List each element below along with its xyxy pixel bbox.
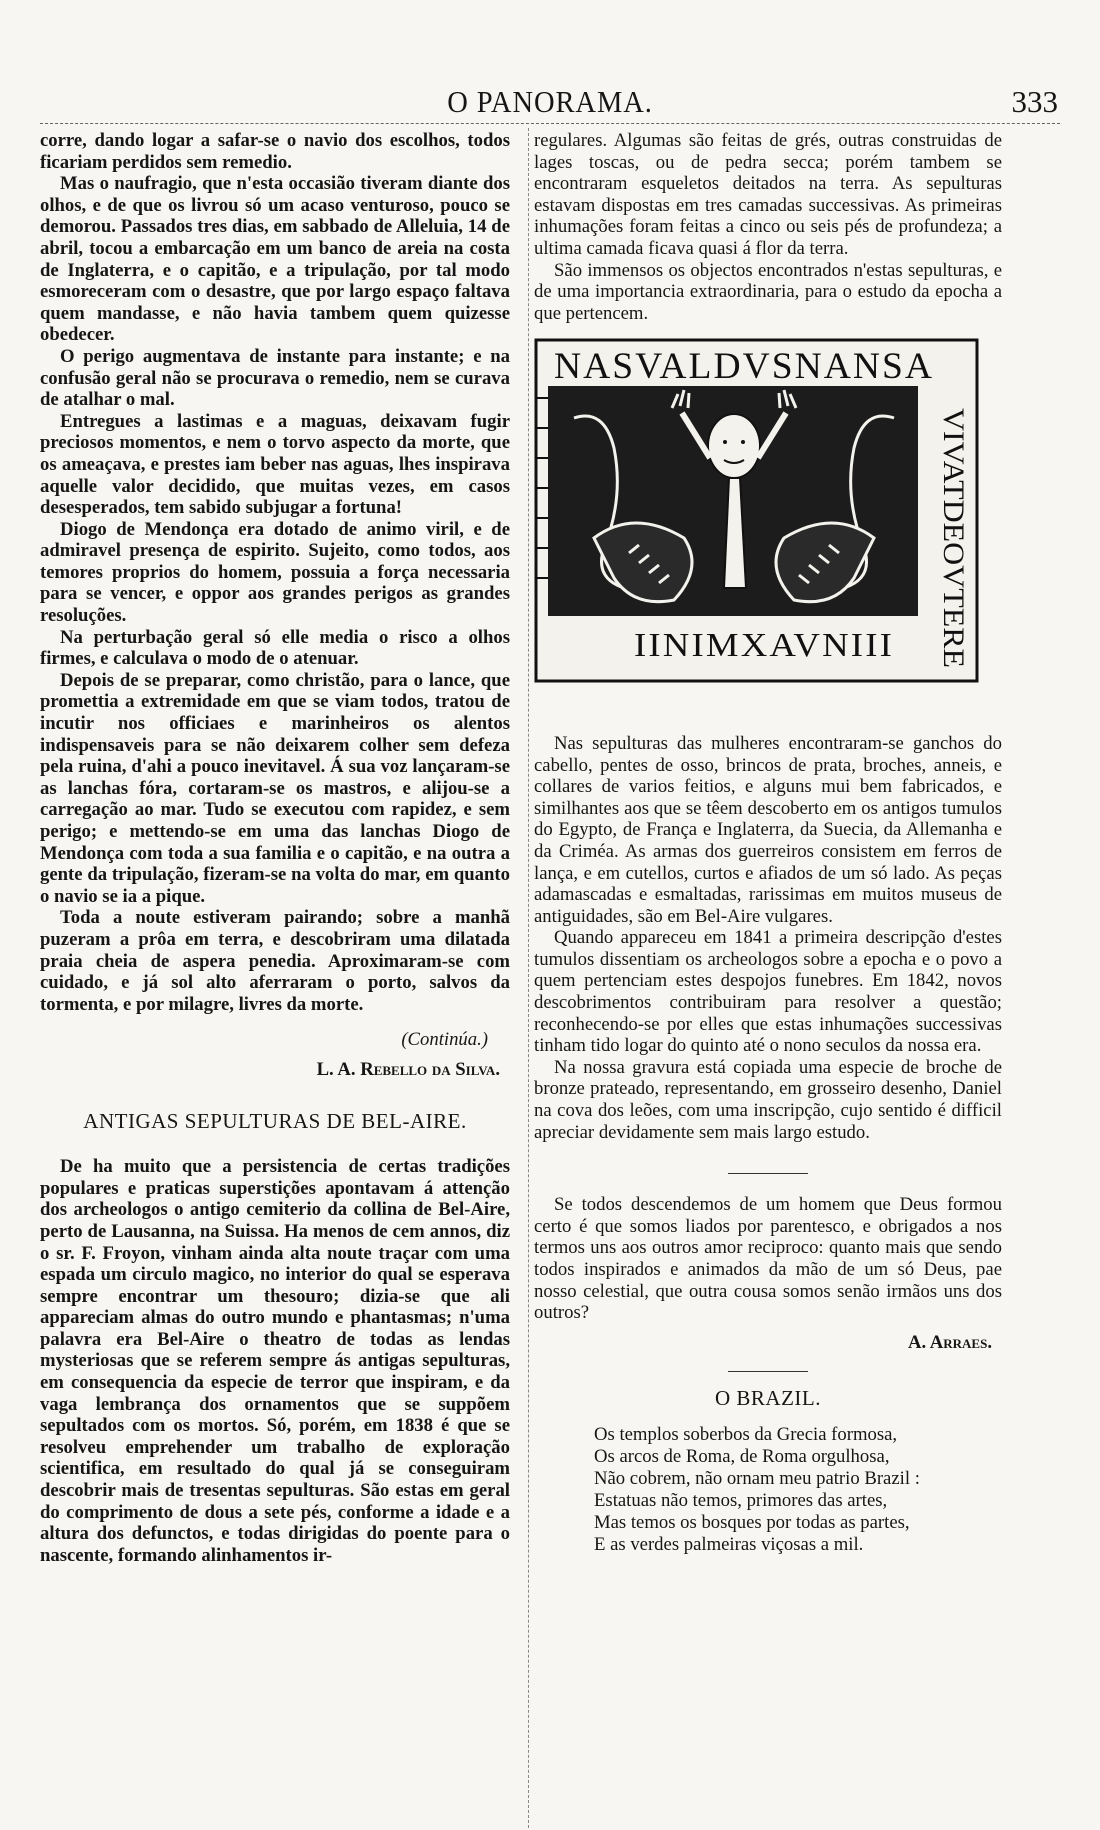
section-heading: ANTIGAS SEPULTURAS DE BEL-AIRE. [83,1108,467,1133]
poem [594,1424,1002,1556]
inscription-top: NASVALDVSNANSA [554,346,934,388]
inscription-right: VIVATDEOVTERE [937,408,970,653]
article-body [40,1156,510,1566]
poem-line: E as verdes palmeiras viçosas a mil. [594,1533,864,1555]
story-continuation [40,130,510,1015]
quote-paragraph: Se todos descendemos de um homem que Deus formou certo é que somos liados por parentesco, e obrigados a nos termos uns aos outros amor reciproco: quanto mais que sendo todos inspirados e animados da mão de um só Deus, pae nosso celestial, que outra cousa somos senão irmãos uns dos outros? [534,1194,1002,1324]
header-rule [40,123,1060,124]
paragraph: De ha muito que a persistencia de certas tradições populares e praticas superstições apontavam á attenção dos archeologos o antigo cemiterio da collina de Bel-Aire, perto de Lausanna, na Suissa. Ha menos de cem annos, diz o sr. F. Froyon, vinham ainda alta noute traçar com uma espada um circulo magico, no interior do qual se esperava sempre encontrar um thesouro; dizia-se que ali appareciam almas do outro mundo e phantasmas; n'uma palavra era Bel-Aire o theatro de todas as lendas mysteriosas que se referem sempre ás antigas sepulturas, em consequencia da especie de terror que inspiram, e da vaga lembrança dos ornamentos que se suppõem sepultados com os mortos. Só, porém, em 1838 é que se resolveu emprehender um trabalho de exploração scientifica, em resultado do qual já se conseguiram descobrir mais de tresentas sepulturas. São estas em geral do comprimento de dous a sete pés, conforme a idade e a altura dos defunctos, e todas dirigidas do poente para o nascente, formando alinhamentos ir- [40,1156,510,1566]
poem-line: Estatuas não temos, primores das artes, [594,1489,888,1511]
paragraph: Nas sepulturas das mulheres encontraram-se ganchos do cabello, pentes de osso, brincos de prata, broches, anneis, e collares de varios feitios, e alguns mui bem fabricados, e similhantes aos que se têem descoberto em os antigos tumulos do Egypto, de França e Inglaterra, da Suecia, da Allemanha e da Criméa. As armas dos guerreiros consistem em ferros de lança, e em cutellos, curtos e afiados de um só lado. As peças adamascadas e esmaltadas, rarissimas em muitos museus de antiguidades, são em Bel-Aire vulgares. [534,732,1002,927]
poem-title: O BRAZIL. [715,1386,821,1411]
quote-signature: A. Arraes. [907,1331,992,1353]
paragraph: Entregues a lastimas e a maguas, deixavam fugir preciosos momentos, e nem o torvo aspecto da morte, que os ameaçava, e prestes iam beber nas aguas, lhes inspirava aquelle valor decidido, que muitas vezes, em casos desesperados, tem sabido subjugar a fortuna! [40,410,510,519]
poem-line: Os templos soberbos da Grecia formosa, [594,1423,898,1445]
paragraph: São immensos os objectos encontrados n'estas sepulturas, e de uma importancia extraordinaria, para o estudo da epocha a que pertencem. [534,259,1002,324]
page-header [40,84,1060,124]
poem-line: Não cobrem, não ornam meu patrio Brazil : [594,1467,920,1489]
paragraph: corre, dando logar a safar-se o navio dos escolhos, todos ficariam perdidos sem remedio. [40,130,510,173]
paragraph: regulares. Algumas são feitas de grés, outras construidas de lages toscas, ou de pedra secca; porém tambem se encontraram esqueletos deitados na terra. As sepulturas estavam dispostas em tres camadas successivas. As primeiras inhumações foram feitas a cinco ou seis pés de profundeza; a ultima camada ficava quasi á flor da terra. [534,130,1002,259]
paragraph: Quando appareceu em 1841 a primeira descripção d'estes tumulos dissentiam os archeologos sobre a epocha e o povo a quem pertenciam estes despojos funebres. Em 1842, novos descobrimentos contribuiram para resolver a questão; reconhecendo-se por elles que estas inhumações successivas tinham tido logar do quinto até o nono seculos da nossa era. [534,927,1002,1057]
author-signature: L. A. Rebello da Silva. [316,1058,500,1080]
left-column [40,130,510,1566]
separator-rule [728,1371,808,1372]
poem-line: Os arcos de Roma, de Roma orgulhosa, [594,1445,890,1467]
paragraph: Depois de se preparar, como christão, para o lance, que promettia a extremidade em que se viam todos, tratou de incutir nos officiaes e marinheiros os alentos indispensaveis para se não deixarem colher sem defeza pela ruina, d'ahi a pouco inevitavel. Á sua voz lançaram-se as lanchas fóra, cortaram-se os mastros, e alijou-se a carregação ao mar. Tudo se executou com rapidez, e sem perigo; e mettendo-se em uma das lanchas Diogo de Mendonça com toda a sua familia e o capitão, e na outra a gente da tripulação, fizeram-se na volta do mar, em quanto o navio se ia a pique. [40,669,510,907]
paragraph: Na perturbação geral só elle media o risco a olhos firmes, e calculava o modo de o atenuar. [40,626,510,670]
inscription-bottom: IINIMXAVNIII [634,627,894,665]
paragraph: O perigo augmentava de instante para instante; e na confusão geral não se procurava o remedio, nem se curava de atalhar o mal. [40,345,510,411]
daniel-brooch-engraving [534,338,979,683]
paragraph: Na nossa gravura está copiada uma especie de broche de bronze prateado, representando, em grosseiro desenho, Daniel na cova dos leões, com uma inscripção, cujo sentido é difficil apreciar devidamente sem mais largo estudo. [534,1056,1002,1143]
paragraph: Toda a noute estiveram pairando; sobre a manhã puzeram a prôa em terra, e descobriram uma dilatada praia cheia de aspera penedia. Aproximaram-se com cuidado, e já sol alto aferraram o porto, salvos da tormenta, e por milagre, livres da morte. [40,907,510,1015]
page-number: 333 [1011,84,1058,119]
separator-rule [728,1173,808,1174]
periodical-title: O PANORAMA. [447,84,653,119]
paragraph: Mas o naufragio, que n'esta occasião tiveram diante dos olhos, e de que os livrou só um acaso venturoso, pouco se demorou. Passados tres dias, em sabbado de Alleluia, 14 de abril, tocou a embarcação em um banco de areia na costa de Inglaterra, e o capitão, e a tripulação, por tal modo esmoreceram com o desastre, que por largo espaço faltava quem mandasse, e não havia tambem quem quizesse obedecer. [40,173,510,346]
paragraph: Diogo de Mendonça era dotado de animo viril, e de admiravel presença de espirito. Sujeito, como todos, aos temores proprios do homem, possuia a força necessaria para se vencer, e oppor aos grandes perigos as grandes resoluções. [40,518,510,627]
continua-note: (Continúa.) [401,1029,488,1051]
poem-line: Mas temos os bosques por todas as partes, [594,1511,910,1533]
right-column [534,130,1002,1556]
column-divider [528,128,529,1828]
